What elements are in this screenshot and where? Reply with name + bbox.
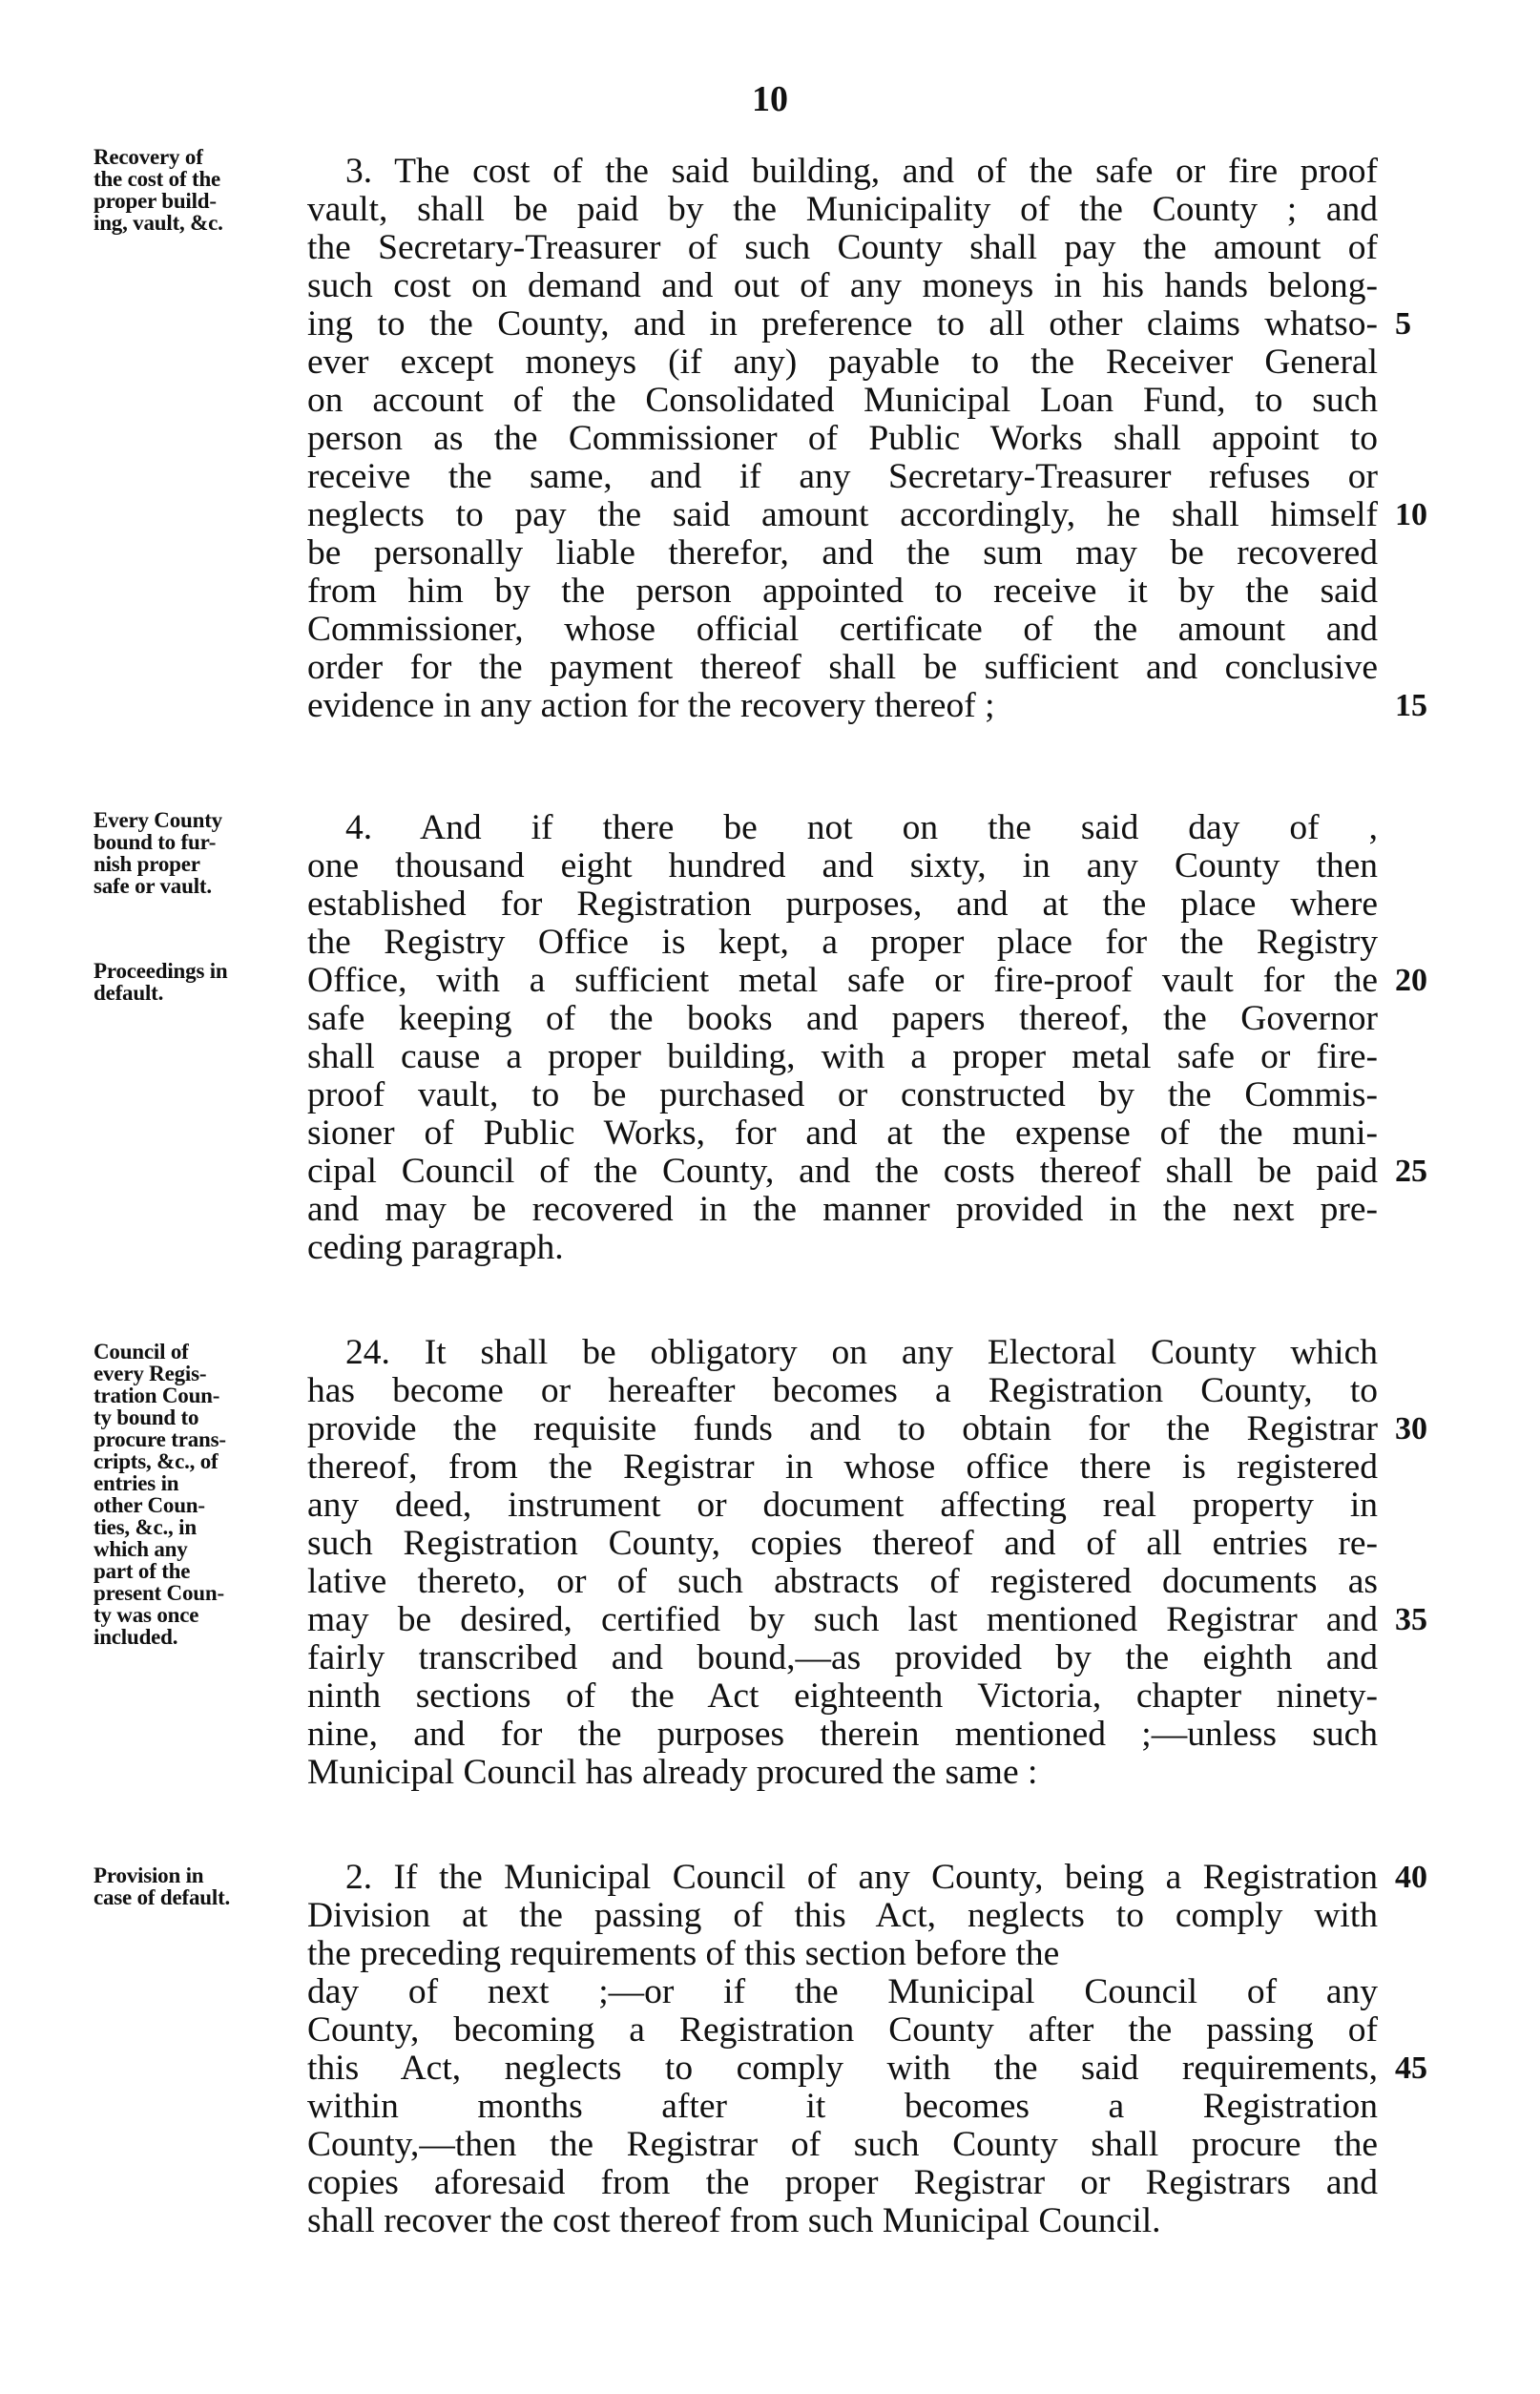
paragraph-3-line: evidence in any action for the recovery thereof ;: [307, 686, 995, 725]
paragraph-4-line: Office, with a sufficient metal safe or fire-proof vault for the: [307, 961, 1378, 1000]
paragraph-3-line: neglects to pay the said amount accordingly, he shall himself: [307, 495, 1378, 534]
margin-note-provision: [94, 1864, 315, 1908]
margin-note-line: Council of: [94, 1340, 189, 1364]
line-number: 10: [1395, 497, 1427, 532]
paragraph-24-line: Municipal Council has already procured the same :: [307, 1753, 1038, 1792]
paragraph-4-line: one thousand eight hundred and sixty, in any County then: [307, 846, 1378, 885]
margin-note-line: bound to fur-: [94, 830, 217, 854]
margin-note-line: case of default.: [94, 1885, 231, 1909]
paragraph-2-line: this Act, neglects to comply with the said requirements,: [307, 2049, 1378, 2088]
paragraph-2-line: the preceding requirements of this section before the: [307, 1934, 1060, 1973]
line-number: 40: [1395, 1860, 1427, 1895]
paragraph-4-line: and may be recovered in the manner provided in the next pre-: [307, 1190, 1378, 1229]
margin-note-line: Proceedings in: [94, 959, 228, 983]
paragraph-2-line: shall recover the cost thereof from such Municipal Council.: [307, 2201, 1161, 2240]
line-number: 35: [1395, 1602, 1427, 1637]
margin-note-line: the cost of the: [94, 167, 221, 191]
paragraph-2-line: County, becoming a Registration County after the passing of: [307, 2010, 1378, 2050]
paragraph-3-line: order for the payment thereof shall be sufficient and conclusive: [307, 648, 1378, 687]
margin-note-line: default.: [94, 981, 164, 1005]
line-number: 5: [1395, 306, 1411, 342]
margin-note-council: [94, 1341, 315, 1648]
margin-note-line: which any: [94, 1537, 188, 1561]
paragraph-3-line: ever except moneys (if any) payable to the Receiver General: [307, 343, 1378, 382]
paragraph-2-line: Division at the passing of this Act, neglects to comply with: [307, 1896, 1378, 1935]
paragraph-2-line: day of next ;—or if the Municipal Council of any: [307, 1972, 1378, 2011]
paragraph-2-line: copies aforesaid from the proper Registrar or Registrars and: [307, 2163, 1378, 2202]
paragraph-24-line: has become or hereafter becomes a Registration County, to: [307, 1371, 1378, 1410]
paragraph-3-line: be personally liable therefor, and the sum may be recovered: [307, 533, 1378, 572]
margin-note-line: procure trans-: [94, 1427, 226, 1451]
margin-note-line: Provision in: [94, 1863, 204, 1887]
paragraph-2-line: 2. If the Municipal Council of any County, being a Registration: [345, 1858, 1378, 1897]
paragraph-4-line: sioner of Public Works, for and at the expense of the muni-: [307, 1114, 1378, 1153]
paragraph-24-line: any deed, instrument or document affecting real property in: [307, 1486, 1378, 1525]
paragraph-4-line: the Registry Office is kept, a proper place for the Registry: [307, 923, 1378, 962]
margin-note-line: nish proper: [94, 852, 200, 876]
paragraph-4-line: safe keeping of the books and papers thereof, the Governor: [307, 999, 1378, 1038]
paragraph-24-line: provide the requisite funds and to obtain for the Registrar: [307, 1409, 1378, 1448]
margin-note-line: ty was once: [94, 1603, 199, 1627]
paragraph-3-line: on account of the Consolidated Municipal Loan Fund, to such: [307, 381, 1378, 420]
paragraph-24-line: may be desired, certified by such last mentioned Registrar and: [307, 1600, 1378, 1639]
paragraph-3-line: vault, shall be paid by the Municipality of the County ; and: [307, 190, 1378, 229]
margin-note-line: Recovery of: [94, 145, 203, 169]
line-number: 30: [1395, 1411, 1427, 1447]
paragraph-3-line: Commissioner, whose official certificate of the amount and: [307, 610, 1378, 649]
margin-note-line: other Coun-: [94, 1493, 205, 1517]
margin-note-line: proper build-: [94, 189, 217, 213]
paragraph-24-line: nine, and for the purposes therein mentioned ;—unless such: [307, 1715, 1378, 1754]
margin-note-line: cripts, &c., of: [94, 1449, 219, 1473]
margin-note-line: ties, &c., in: [94, 1515, 197, 1539]
margin-note-line: included.: [94, 1625, 178, 1649]
margin-note-line: part of the: [94, 1559, 191, 1583]
margin-note-proceedings: [94, 960, 315, 1004]
margin-note-line: Every County: [94, 808, 222, 832]
paragraph-3-line: the Secretary-Treasurer of such County shall pay the amount of: [307, 228, 1378, 267]
margin-note-line: tration Coun-: [94, 1384, 220, 1407]
paragraph-24-line: ninth sections of the Act eighteenth Victoria, chapter ninety-: [307, 1676, 1378, 1716]
page-number: 10: [752, 79, 788, 119]
paragraph-24-line: thereof, from the Registrar in whose office there is registered: [307, 1447, 1378, 1487]
margin-note-line: every Regis-: [94, 1362, 207, 1385]
line-number: 20: [1395, 963, 1427, 998]
line-number: 15: [1395, 688, 1427, 723]
paragraph-3-line: person as the Commissioner of Public Works shall appoint to: [307, 419, 1378, 458]
margin-note-recovery: [94, 146, 315, 234]
paragraph-24-line: fairly transcribed and bound,—as provided by the eighth and: [307, 1638, 1378, 1677]
paragraph-4-line: proof vault, to be purchased or constructed by the Commis-: [307, 1075, 1378, 1114]
margin-note-county-bound: [94, 809, 315, 897]
margin-note-line: ing, vault, &c.: [94, 211, 223, 235]
paragraph-3-line: ing to the County, and in preference to all other claims whatso-: [307, 304, 1378, 343]
line-number: 45: [1395, 2051, 1427, 2086]
paragraph-4-line: ceding paragraph.: [307, 1228, 564, 1267]
paragraph-2-line: within months after it becomes a Registration: [307, 2087, 1378, 2126]
paragraph-3-line: from him by the person appointed to receive it by the said: [307, 572, 1378, 611]
margin-note-line: present Coun-: [94, 1581, 224, 1605]
margin-note-line: entries in: [94, 1471, 179, 1495]
paragraph-24-line: such Registration County, copies thereof and of all entries re-: [307, 1524, 1378, 1563]
paragraph-3-line: such cost on demand and out of any moneys in his hands belong-: [307, 266, 1378, 305]
margin-note-line: ty bound to: [94, 1405, 199, 1429]
paragraph-4-line: 4. And if there be not on the said day of ,: [345, 808, 1378, 847]
paragraph-24-line: 24. It shall be obligatory on any Electoral County which: [345, 1333, 1378, 1372]
paragraph-3-line: 3. The cost of the said building, and of the safe or fire proof: [345, 152, 1378, 191]
line-number: 25: [1395, 1154, 1427, 1189]
paragraph-4-line: shall cause a proper building, with a proper metal safe or fire-: [307, 1037, 1378, 1076]
paragraph-4-line: established for Registration purposes, and at the place where: [307, 885, 1378, 924]
paragraph-3-line: receive the same, and if any Secretary-Treasurer refuses or: [307, 457, 1378, 496]
paragraph-4-line: cipal Council of the County, and the costs thereof shall be paid: [307, 1152, 1378, 1191]
paragraph-2-line: County,—then the Registrar of such County shall procure the: [307, 2125, 1378, 2164]
paragraph-24-line: lative thereto, or of such abstracts of registered documents as: [307, 1562, 1378, 1601]
margin-note-line: safe or vault.: [94, 874, 212, 898]
